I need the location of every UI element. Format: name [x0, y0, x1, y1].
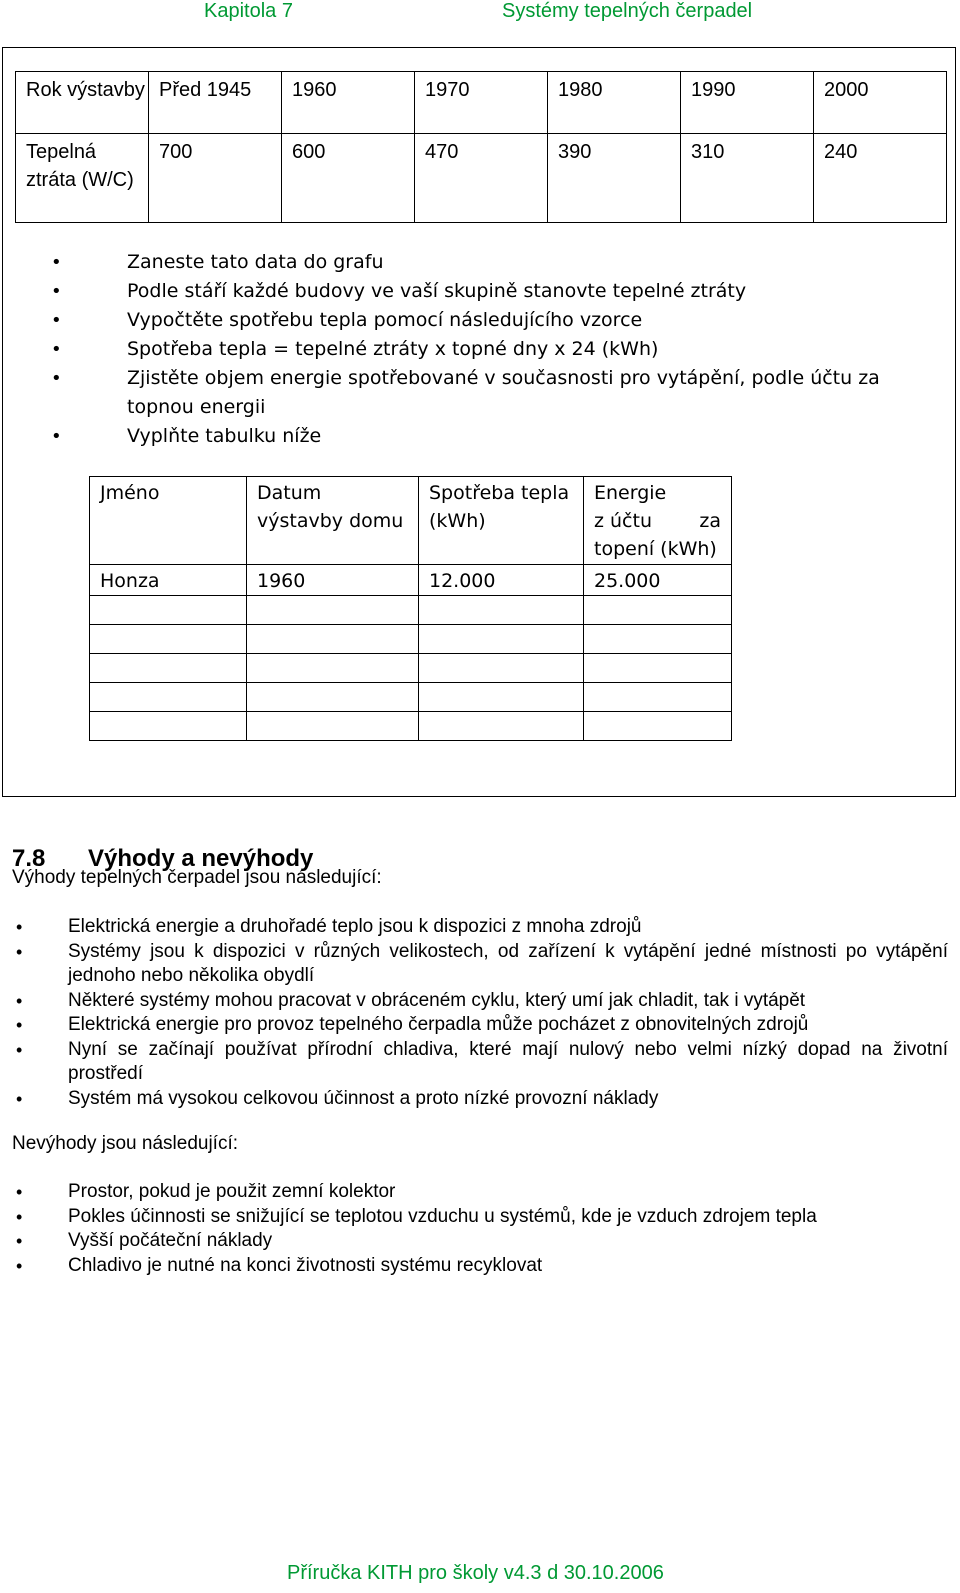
- empty-cell: [419, 625, 584, 654]
- year-cell: 2000: [814, 72, 947, 134]
- disadvantages-list: [12, 1180, 948, 1278]
- task-item: • Vypočtěte spotřebu tepla pomocí následujícího vzorce: [43, 306, 883, 335]
- row-label-loss: Tepelná ztráta (W/C): [16, 134, 149, 223]
- footer-text: Příručka KITH pro školy v4.3 d 30.10.2006: [287, 1562, 664, 1584]
- empty-cell: [247, 683, 419, 712]
- header-energy-line3: topení (kWh): [594, 538, 717, 560]
- year-cell: Před 1945: [149, 72, 282, 134]
- year-row: [16, 72, 947, 134]
- header-energy-line2a: z účtu: [594, 510, 652, 532]
- empty-cell: [247, 596, 419, 625]
- table-row: [90, 565, 732, 596]
- list-item: • Pokles účinnosti se snižující se teplotou vzduchu u systémů, kde je vzduch zdrojem tepla: [12, 1205, 948, 1230]
- advantages-list: [12, 915, 948, 1111]
- header-name: Jméno: [90, 477, 247, 565]
- loss-cell: 240: [814, 134, 947, 223]
- task-item: • Podle stáří každé budovy ve vaší skupině stanovte tepelné ztráty: [43, 277, 883, 306]
- list-item: • Elektrická energie a druhořadé teplo jsou k dispozici z mnoha zdrojů: [12, 915, 948, 940]
- loss-cell: 310: [681, 134, 814, 223]
- year-cell: 1970: [415, 72, 548, 134]
- header-energy-bill: [584, 477, 732, 565]
- row-label-year: Rok výstavby: [16, 72, 149, 134]
- cell-energy-bill: 25.000: [584, 565, 732, 596]
- empty-cell: [90, 654, 247, 683]
- list-item: • Nyní se začínají používat přírodní chladiva, které mají nulový nebo velmi nízký dopad na životní prostředí: [12, 1038, 948, 1087]
- task-item: • Zjistěte objem energie spotřebované v současnosti pro vytápění, podle účtu za topnou energii: [43, 364, 883, 422]
- empty-row: [90, 683, 732, 712]
- empty-cell: [90, 712, 247, 741]
- empty-cell: [247, 625, 419, 654]
- year-cell: 1960: [282, 72, 415, 134]
- section-number: 7.8: [12, 845, 46, 872]
- list-item: • Systém má vysokou celkovou účinnost a proto nízké provozní náklady: [12, 1087, 948, 1112]
- header-build-date: Datum výstavby domu: [247, 477, 419, 565]
- empty-cell: [90, 625, 247, 654]
- chapter-title: Systémy tepelných čerpadel: [502, 0, 753, 22]
- task-list: [43, 248, 883, 451]
- consumption-table: [89, 476, 732, 741]
- cell-name: Honza: [90, 565, 247, 596]
- header-heat-consumption: Spotřeba tepla (kWh): [419, 477, 584, 565]
- list-item: • Elektrická energie pro provoz tepelného čerpadla může pocházet z obnovitelných zdrojů: [12, 1013, 948, 1038]
- list-item: • Některé systémy mohou pracovat v obráceném cyklu, který umí jak chladit, tak i vytápět: [12, 989, 948, 1014]
- list-item: • Chladivo je nutné na konci životnosti systému recyklovat: [12, 1254, 948, 1279]
- loss-cell: 700: [149, 134, 282, 223]
- empty-row: [90, 625, 732, 654]
- header-energy-line2b: za: [699, 510, 721, 532]
- year-cell: 1990: [681, 72, 814, 134]
- header-energy-line1: Energie: [594, 482, 667, 504]
- empty-cell: [419, 683, 584, 712]
- loss-cell: 470: [415, 134, 548, 223]
- empty-cell: [584, 683, 732, 712]
- year-cell: 1980: [548, 72, 681, 134]
- header-energy-line2: [594, 507, 721, 535]
- empty-cell: [247, 712, 419, 741]
- empty-cell: [584, 654, 732, 683]
- exercise-box: [2, 47, 956, 797]
- heat-loss-table: [15, 71, 947, 223]
- empty-row: [90, 654, 732, 683]
- loss-cell: 390: [548, 134, 681, 223]
- cell-heat-consumption: 12.000: [419, 565, 584, 596]
- task-item: • Vyplňte tabulku níže: [43, 422, 883, 451]
- empty-cell: [247, 654, 419, 683]
- list-item: • Vyšší počáteční náklady: [12, 1229, 948, 1254]
- consumption-header-row: [90, 477, 732, 565]
- empty-cell: [419, 596, 584, 625]
- loss-cell: 600: [282, 134, 415, 223]
- empty-row: [90, 596, 732, 625]
- empty-cell: [90, 596, 247, 625]
- advantages-intro: Výhody tepelných čerpadel jsou následující:: [12, 867, 382, 888]
- list-item: • Systémy jsou k dispozici v různých velikostech, od zařízení k vytápění jedné místnosti po vytápění jednoho nebo několika obydlí: [12, 940, 948, 989]
- list-item: • Prostor, pokud je použit zemní kolektor: [12, 1180, 948, 1205]
- chapter-label: Kapitola 7: [204, 0, 293, 22]
- empty-cell: [584, 625, 732, 654]
- empty-cell: [584, 712, 732, 741]
- empty-cell: [419, 654, 584, 683]
- task-item: • Spotřeba tepla = tepelné ztráty x topné dny x 24 (kWh): [43, 335, 883, 364]
- task-item: • Zaneste tato data do grafu: [43, 248, 883, 277]
- empty-row: [90, 712, 732, 741]
- empty-cell: [584, 596, 732, 625]
- loss-row: [16, 134, 947, 223]
- section-title: Výhody a nevýhody: [88, 845, 314, 872]
- cell-build-date: 1960: [247, 565, 419, 596]
- empty-cell: [90, 683, 247, 712]
- empty-cell: [419, 712, 584, 741]
- disadvantages-intro: Nevýhody jsou následující:: [12, 1133, 239, 1154]
